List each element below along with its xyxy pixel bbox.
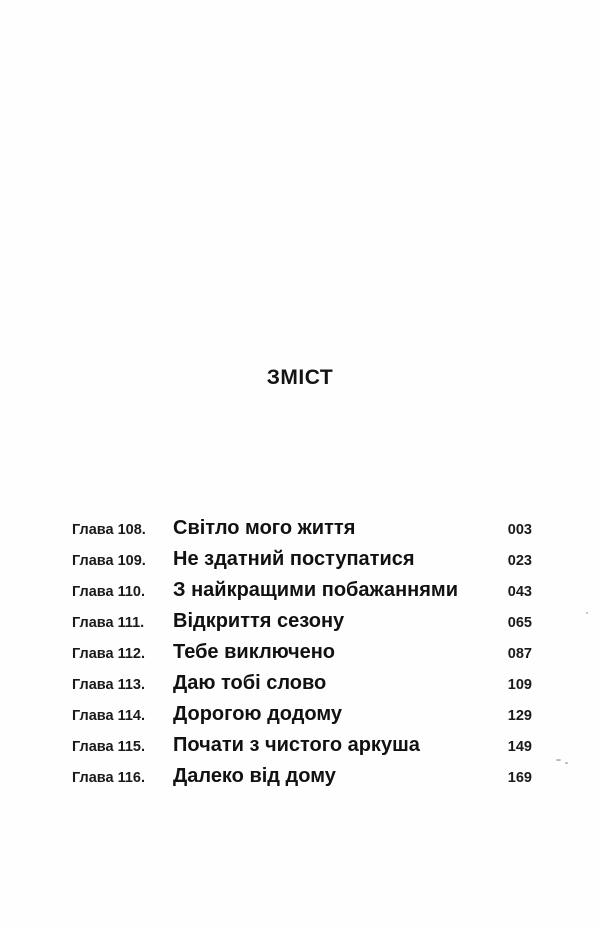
chapter-number: Глава 114.: [72, 708, 146, 724]
chapter-title: Світло мого життя: [173, 517, 356, 539]
toc-entry: [0, 514, 600, 545]
chapter-title: Тебе виключено: [173, 641, 336, 663]
page-number: 109: [507, 677, 532, 693]
chapter-title: З найкращими побажаннями: [173, 579, 458, 601]
table-of-contents: [0, 514, 600, 793]
paper-speck: [556, 759, 561, 761]
page-number: 023: [507, 553, 532, 569]
toc-entry: [0, 669, 600, 700]
chapter-title: Далеко від дому: [173, 765, 336, 787]
toc-entry: [0, 762, 600, 793]
page-number: 149: [507, 739, 532, 755]
page-number: 087: [507, 646, 532, 662]
chapter-number: Глава 110.: [72, 584, 146, 600]
page-number: 169: [507, 770, 532, 786]
paper-speck: [586, 612, 588, 614]
page-number: 043: [507, 584, 532, 600]
page-number: 003: [507, 522, 532, 538]
chapter-title: Не здатний поступатися: [173, 548, 415, 570]
chapter-title: Відкриття сезону: [173, 610, 345, 632]
toc-entry: [0, 607, 600, 638]
chapter-number: Глава 111.: [72, 615, 145, 631]
toc-entry: [0, 731, 600, 762]
toc-entry: [0, 545, 600, 576]
page-number: 129: [507, 708, 532, 724]
page-title: ЗМІСТ: [266, 366, 334, 389]
chapter-number: Глава 116.: [72, 770, 146, 786]
chapter-number: Глава 109.: [72, 553, 146, 569]
chapter-title: Дорогою додому: [173, 703, 343, 725]
chapter-number: Глава 113.: [72, 677, 146, 693]
chapter-number: Глава 108.: [72, 522, 146, 538]
chapter-number: Глава 115.: [72, 739, 146, 755]
chapter-number: Глава 112.: [72, 646, 146, 662]
toc-entry: [0, 576, 600, 607]
paper-speck: [565, 762, 568, 764]
chapter-title: Даю тобі слово: [173, 672, 327, 694]
toc-entry: [0, 700, 600, 731]
page-number: 065: [507, 615, 532, 631]
chapter-title: Почати з чистого аркуша: [173, 734, 420, 756]
toc-entry: [0, 638, 600, 669]
